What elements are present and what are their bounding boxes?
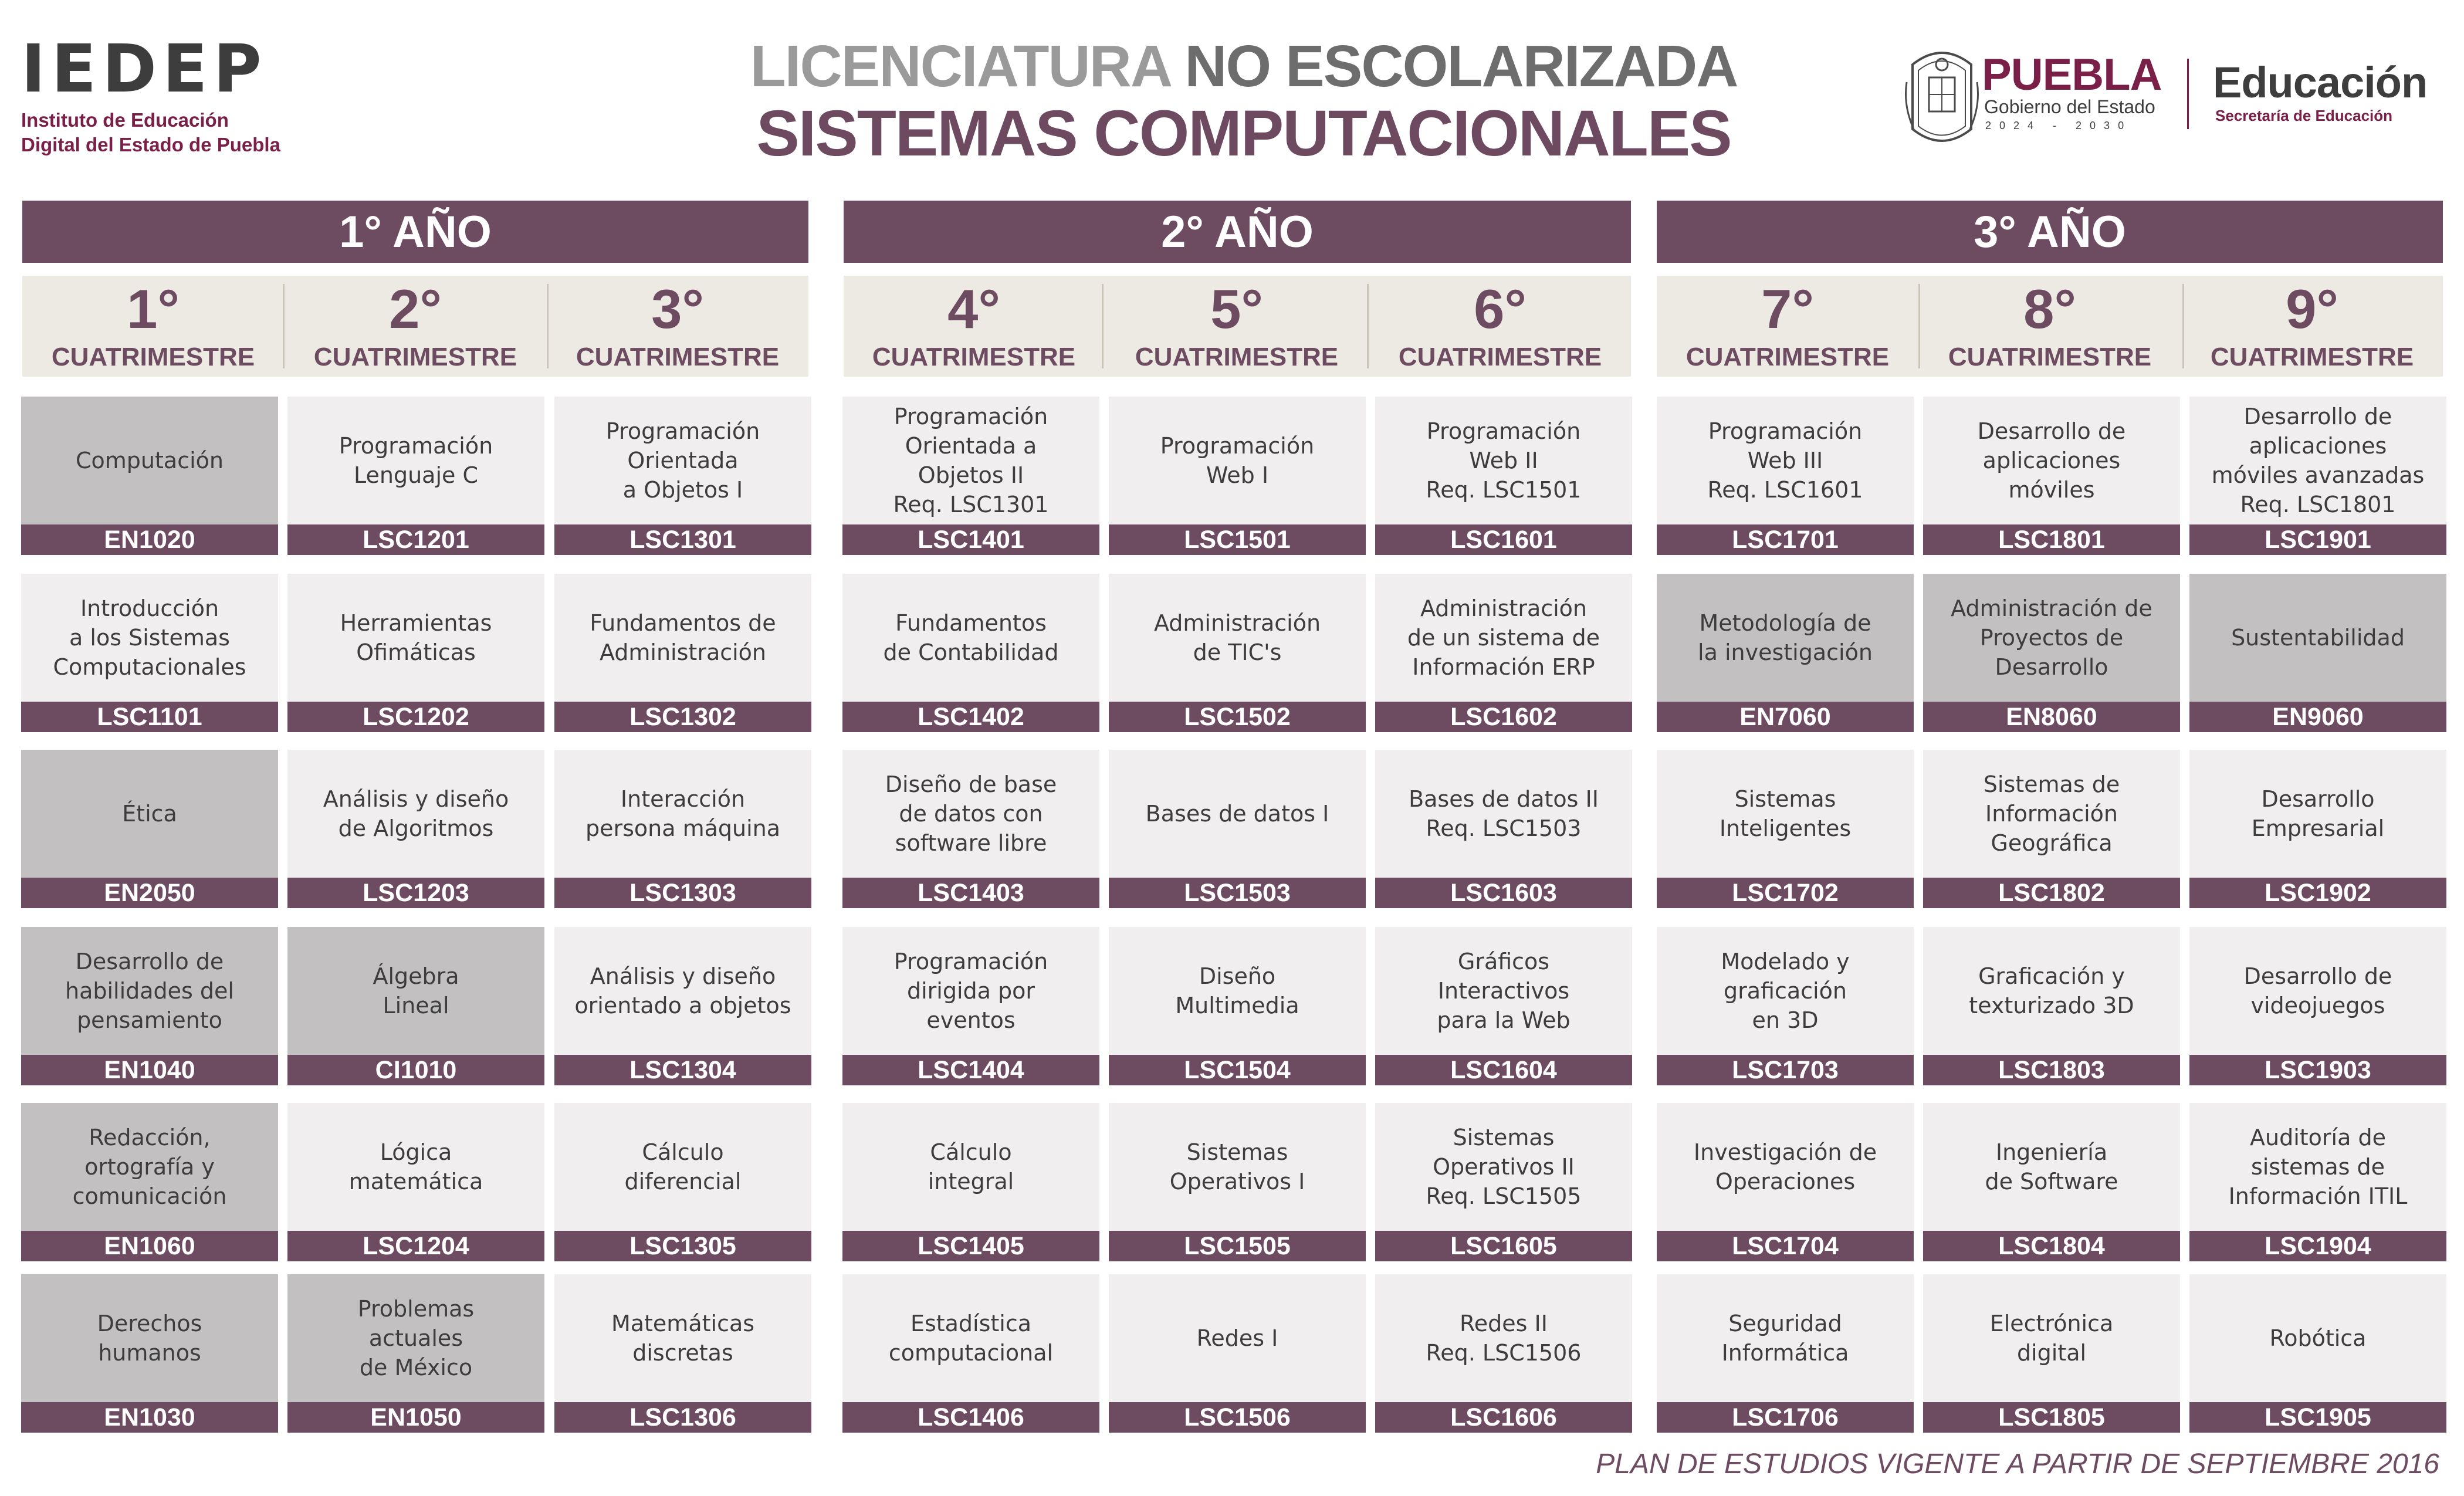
course-code: LSC1402	[842, 702, 1099, 732]
course-name: Administración de Proyectos de Desarrollo	[1951, 595, 2152, 680]
period-label: CUATRIMESTRE	[1398, 343, 1602, 371]
period-6	[1369, 276, 1631, 377]
course-card	[1375, 1103, 1632, 1261]
iedep-logo-line2: Digital del Estado de Puebla	[21, 134, 280, 155]
period-number: 8°	[2023, 278, 2076, 340]
period-label: CUATRIMESTRE	[872, 343, 1076, 371]
course-name: Ingeniería de Software	[1985, 1139, 2118, 1194]
period-1	[22, 276, 284, 377]
course-code: LSC1306	[554, 1402, 811, 1433]
course-card	[1375, 574, 1632, 732]
course-card	[1375, 1274, 1632, 1433]
course-card	[2189, 574, 2446, 732]
course-body	[1375, 397, 1632, 524]
course-code: EN2050	[21, 878, 278, 908]
course-code: LSC1702	[1657, 878, 1914, 908]
puebla-logo-gobierno: Gobierno del Estado	[1984, 96, 2155, 117]
course-body	[1375, 927, 1632, 1055]
period-divider	[1367, 284, 1369, 368]
course-card	[1923, 1274, 2180, 1433]
course-body	[1657, 927, 1914, 1055]
course-body	[1109, 750, 1366, 878]
period-9	[2181, 276, 2443, 377]
period-label: CUATRIMESTRE	[51, 343, 255, 371]
course-code: LSC1101	[21, 702, 278, 732]
course-name: Redes I	[1196, 1325, 1278, 1351]
course-body	[2189, 397, 2446, 524]
course-card	[2189, 927, 2446, 1085]
period-3	[547, 276, 808, 377]
course-card	[554, 750, 811, 908]
period-label: CUATRIMESTRE	[1135, 343, 1339, 371]
course-card	[842, 1103, 1099, 1261]
course-name: Programación Orientada a Objetos I	[605, 418, 760, 503]
course-code: LSC1802	[1923, 878, 2180, 908]
course-card	[842, 750, 1099, 908]
course-name: Matemáticas discretas	[611, 1311, 755, 1366]
course-card	[2189, 397, 2446, 555]
course-body	[1657, 750, 1914, 878]
course-body	[842, 574, 1099, 702]
course-name: Fundamentos de Contabilidad	[883, 610, 1059, 665]
course-card	[2189, 1103, 2446, 1261]
course-code: LSC1404	[842, 1055, 1099, 1085]
course-code: EN1040	[21, 1055, 278, 1085]
title-licenciatura: LICENCIATURA	[750, 33, 1170, 99]
course-name: Seguridad Informática	[1721, 1311, 1849, 1366]
course-code: LSC1603	[1375, 878, 1632, 908]
course-name: Redacción, ortografía y comunicación	[72, 1125, 227, 1209]
course-name: Computación	[76, 448, 224, 473]
course-card	[1109, 397, 1366, 555]
course-card	[2189, 750, 2446, 908]
course-code: EN1030	[21, 1402, 278, 1433]
course-body	[842, 1103, 1099, 1231]
course-name: Estadística computacional	[888, 1311, 1054, 1366]
course-code: LSC1305	[554, 1231, 811, 1261]
course-body	[2189, 927, 2446, 1055]
period-5	[1104, 276, 1369, 377]
course-card	[1109, 1103, 1366, 1261]
course-name: Sistemas Operativos II Req. LSC1505	[1426, 1125, 1582, 1209]
course-body	[2189, 750, 2446, 878]
period-divider	[1102, 284, 1104, 368]
course-name: Sistemas Inteligentes	[1719, 786, 1852, 841]
course-code: LSC1503	[1109, 878, 1366, 908]
year-2-header: 2° AÑO	[844, 201, 1631, 263]
course-card	[1657, 750, 1914, 908]
plan-note: PLAN DE ESTUDIOS VIGENTE A PARTIR DE SEPTIEMBRE 2016	[1596, 1448, 2439, 1480]
course-name: Gráficos Interactivos para la Web	[1437, 949, 1571, 1033]
course-body	[1375, 1274, 1632, 1402]
course-code: CI1010	[287, 1055, 544, 1085]
course-code: LSC1304	[554, 1055, 811, 1085]
course-code: LSC1403	[842, 878, 1099, 908]
course-body	[1657, 574, 1914, 702]
educacion-logo-word: Educación	[2213, 58, 2428, 107]
course-code: LSC1303	[554, 878, 811, 908]
period-number: 7°	[1761, 278, 1814, 340]
course-code: LSC1602	[1375, 702, 1632, 732]
course-code: LSC1706	[1657, 1402, 1914, 1433]
course-card	[554, 1274, 811, 1433]
year-1-header: 1° AÑO	[22, 201, 808, 263]
course-body	[1109, 927, 1366, 1055]
period-label: CUATRIMESTRE	[1948, 343, 2152, 371]
title-no-escolarizada: NO ESCOLARIZADA	[1184, 33, 1738, 99]
course-card	[287, 927, 544, 1085]
period-number: 9°	[2286, 278, 2338, 340]
course-name: Programación dirigida por eventos	[893, 949, 1048, 1033]
year-1-periods	[22, 276, 808, 377]
course-code: LSC1904	[2189, 1231, 2446, 1261]
course-body	[287, 1274, 544, 1402]
course-body	[2189, 1274, 2446, 1402]
course-name: Cálculo integral	[928, 1139, 1014, 1194]
course-name: Administración de TIC's	[1153, 610, 1321, 665]
course-code: LSC1605	[1375, 1231, 1632, 1261]
puebla-logo-word: PUEBLA	[1982, 50, 2162, 100]
course-name: Programación Web II Req. LSC1501	[1426, 418, 1582, 503]
year-2-periods	[844, 276, 1631, 377]
period-number: 4°	[947, 278, 1000, 340]
course-body	[2189, 574, 2446, 702]
course-code: EN1050	[287, 1402, 544, 1433]
course-code: EN1020	[21, 524, 278, 555]
course-code: EN7060	[1657, 702, 1914, 732]
course-card	[2189, 1274, 2446, 1433]
course-name: Bases de datos II Req. LSC1503	[1409, 786, 1599, 841]
course-body	[21, 574, 278, 702]
course-code: LSC1901	[2189, 524, 2446, 555]
course-name: Modelado y graficación en 3D	[1721, 949, 1850, 1033]
period-number: 1°	[127, 278, 180, 340]
course-card	[21, 750, 278, 908]
course-name: Desarrollo de aplicaciones móviles	[1977, 418, 2126, 503]
course-code: LSC1505	[1109, 1231, 1366, 1261]
course-name: Graficación y texturizado 3D	[1969, 963, 2134, 1018]
course-body	[287, 750, 544, 878]
course-card	[842, 397, 1099, 555]
course-body	[21, 397, 278, 524]
course-body	[1109, 574, 1366, 702]
course-name: Desarrollo Empresarial	[2251, 786, 2385, 841]
period-label: CUATRIMESTRE	[313, 343, 517, 371]
course-code: LSC1401	[842, 524, 1099, 555]
course-body	[21, 927, 278, 1055]
course-code: LSC1202	[287, 702, 544, 732]
puebla-seal-icon	[1901, 41, 1983, 153]
course-code: LSC1504	[1109, 1055, 1366, 1085]
course-card	[842, 927, 1099, 1085]
course-body	[287, 574, 544, 702]
course-code: LSC1803	[1923, 1055, 2180, 1085]
course-card	[1923, 927, 2180, 1085]
course-code: LSC1301	[554, 524, 811, 555]
course-name: Problemas actuales de México	[357, 1296, 475, 1380]
course-card	[1657, 1274, 1914, 1433]
course-name: Programación Orientada a Objetos II Req. LSC1301	[893, 404, 1049, 517]
course-body	[554, 1103, 811, 1231]
course-code: EN9060	[2189, 702, 2446, 732]
course-name: Diseño de base de datos con software libre	[885, 771, 1057, 856]
course-card	[287, 574, 544, 732]
course-body	[21, 1103, 278, 1231]
course-card	[1109, 750, 1366, 908]
course-name: Análisis y diseño orientado a objetos	[574, 963, 791, 1018]
course-code: LSC1701	[1657, 524, 1914, 555]
course-body	[1923, 927, 2180, 1055]
course-code: LSC1903	[2189, 1055, 2446, 1085]
course-body	[1923, 1274, 2180, 1402]
course-card	[287, 750, 544, 908]
period-number: 3°	[651, 278, 704, 340]
course-body	[1375, 750, 1632, 878]
year-3-header: 3° AÑO	[1657, 201, 2443, 263]
course-code: LSC1805	[1923, 1402, 2180, 1433]
course-card	[1657, 1103, 1914, 1261]
educacion-logo-sub: Secretaría de Educación	[2215, 107, 2393, 124]
course-body	[21, 750, 278, 878]
course-code: LSC1804	[1923, 1231, 2180, 1261]
program-title	[657, 34, 1830, 99]
course-body	[287, 927, 544, 1055]
course-name: Programación Web I	[1160, 433, 1315, 488]
course-name: Programación Web III Req. LSC1601	[1707, 418, 1863, 503]
period-2	[284, 276, 547, 377]
poster-title	[657, 34, 1830, 169]
course-card	[1375, 927, 1632, 1085]
course-name: Lógica matemática	[348, 1139, 483, 1194]
period-number: 2°	[389, 278, 442, 340]
course-name: Diseño Multimedia	[1175, 963, 1299, 1018]
course-name: Metodología de la investigación	[1698, 610, 1873, 665]
course-body	[287, 1103, 544, 1231]
course-code: LSC1405	[842, 1231, 1099, 1261]
course-card	[1109, 1274, 1366, 1433]
course-name: Sustentabilidad	[2231, 625, 2405, 651]
course-code: LSC1801	[1923, 524, 2180, 555]
course-card	[1923, 574, 2180, 732]
course-code: LSC1902	[2189, 878, 2446, 908]
course-body	[842, 1274, 1099, 1402]
course-card	[287, 1274, 544, 1433]
course-name: Ética	[122, 801, 177, 827]
course-body	[1109, 1103, 1366, 1231]
period-label: CUATRIMESTRE	[576, 343, 780, 371]
course-card	[1109, 574, 1366, 732]
course-card	[1923, 397, 2180, 555]
course-card	[21, 927, 278, 1085]
period-7	[1657, 276, 1918, 377]
year-3-periods	[1657, 276, 2443, 377]
course-code: LSC1204	[287, 1231, 544, 1261]
course-card	[842, 574, 1099, 732]
course-card	[287, 397, 544, 555]
course-body	[842, 397, 1099, 524]
course-code: LSC1606	[1375, 1402, 1632, 1433]
course-code: LSC1601	[1375, 524, 1632, 555]
course-card	[1657, 574, 1914, 732]
course-name: Análisis y diseño de Algoritmos	[323, 786, 509, 841]
course-name: Programación Lenguaje C	[339, 433, 493, 488]
course-code: LSC1506	[1109, 1402, 1366, 1433]
course-card	[1923, 750, 2180, 908]
period-8	[1918, 276, 2181, 377]
course-body	[1923, 397, 2180, 524]
course-body	[554, 1274, 811, 1402]
course-body	[21, 1274, 278, 1402]
period-number: 5°	[1210, 278, 1263, 340]
course-body	[1923, 750, 2180, 878]
course-body	[1657, 397, 1914, 524]
course-name: Redes II Req. LSC1506	[1426, 1311, 1582, 1366]
iedep-logo	[21, 31, 326, 157]
course-body	[1109, 397, 1366, 524]
period-label: CUATRIMESTRE	[1685, 343, 1890, 371]
course-name: Investigación de Operaciones	[1693, 1139, 1877, 1194]
course-card	[1375, 397, 1632, 555]
course-code: LSC1604	[1375, 1055, 1632, 1085]
course-body	[554, 750, 811, 878]
course-code: LSC1406	[842, 1402, 1099, 1433]
course-card	[1657, 927, 1914, 1085]
course-body	[1923, 574, 2180, 702]
course-body	[2189, 1103, 2446, 1231]
course-body	[554, 927, 811, 1055]
iedep-logo-line1: Instituto de Educación	[21, 109, 229, 131]
course-code: LSC1703	[1657, 1055, 1914, 1085]
course-card	[554, 1103, 811, 1261]
course-name: Fundamentos de Administración	[590, 610, 776, 665]
course-card	[287, 1103, 544, 1261]
course-body	[1657, 1274, 1914, 1402]
course-name: Herramientas Ofimáticas	[340, 610, 492, 665]
course-code: EN8060	[1923, 702, 2180, 732]
course-name: Sistemas Operativos I	[1169, 1139, 1305, 1194]
course-card	[554, 927, 811, 1085]
course-body	[842, 750, 1099, 878]
course-card	[21, 1274, 278, 1433]
course-card	[21, 574, 278, 732]
course-code: LSC1203	[287, 878, 544, 908]
government-logos	[1901, 41, 2452, 158]
course-name: Electrónica digital	[1989, 1311, 2114, 1366]
course-card	[554, 397, 811, 555]
course-name: Bases de datos I	[1145, 801, 1329, 827]
logo-divider	[2187, 59, 2189, 129]
puebla-logo-years: 2024 - 2030	[1985, 120, 2133, 131]
course-name: Sistemas de Información Geográfica	[1983, 771, 2120, 856]
program-subtitle: SISTEMAS COMPUTACIONALES	[756, 97, 1731, 170]
course-code: LSC1905	[2189, 1402, 2446, 1433]
course-name: Interacción persona máquina	[585, 786, 781, 841]
course-card	[1109, 927, 1366, 1085]
course-body	[842, 927, 1099, 1055]
course-name: Administración de un sistema de Información ERP	[1407, 595, 1600, 680]
course-card	[21, 1103, 278, 1261]
course-name: Introducción a los Sistemas Computacionales	[53, 595, 246, 680]
course-name: Álgebra Lineal	[373, 963, 459, 1018]
course-card	[842, 1274, 1099, 1433]
course-body	[1923, 1103, 2180, 1231]
period-4	[844, 276, 1104, 377]
course-name: Robótica	[2269, 1325, 2367, 1351]
course-body	[554, 574, 811, 702]
course-code: LSC1704	[1657, 1231, 1914, 1261]
course-body	[1375, 1103, 1632, 1231]
course-card	[1657, 397, 1914, 555]
course-code: LSC1201	[287, 524, 544, 555]
course-body	[287, 397, 544, 524]
course-body	[1375, 574, 1632, 702]
iedep-logo-word: IEDEP	[21, 31, 268, 107]
course-name: Derechos humanos	[97, 1311, 202, 1366]
course-card	[1923, 1103, 2180, 1261]
course-card	[21, 397, 278, 555]
period-label: CUATRIMESTRE	[2210, 343, 2414, 371]
course-name: Desarrollo de habilidades del pensamiento	[65, 949, 234, 1033]
course-body	[554, 397, 811, 524]
period-number: 6°	[1474, 278, 1527, 340]
course-code: LSC1302	[554, 702, 811, 732]
course-name: Cálculo diferencial	[624, 1139, 742, 1194]
course-card	[554, 574, 811, 732]
course-body	[1657, 1103, 1914, 1231]
course-name: Desarrollo de aplicaciones móviles avanzadas Req. LSC1801	[2211, 404, 2425, 517]
course-card	[1375, 750, 1632, 908]
course-body	[1109, 1274, 1366, 1402]
course-code: LSC1502	[1109, 702, 1366, 732]
course-code: EN1060	[21, 1231, 278, 1261]
course-code: LSC1501	[1109, 524, 1366, 555]
course-name: Desarrollo de videojuegos	[2243, 963, 2392, 1018]
course-name: Auditoría de sistemas de Información ITIL	[2228, 1125, 2408, 1209]
